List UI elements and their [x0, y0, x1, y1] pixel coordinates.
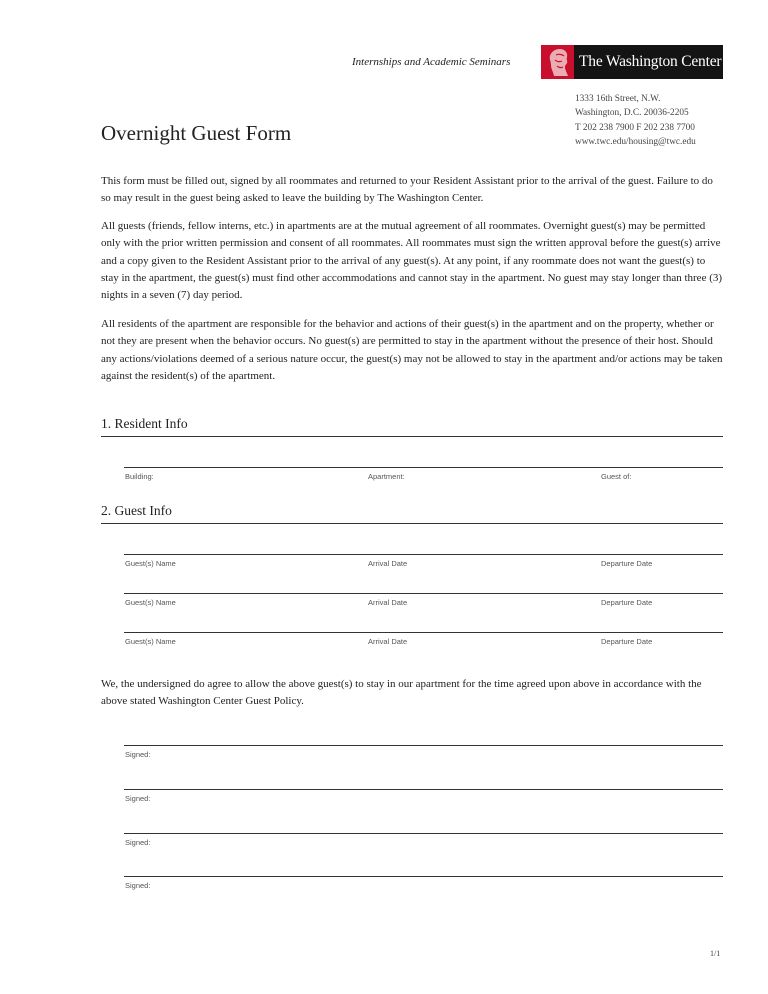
- page-title: Overnight Guest Form: [101, 121, 292, 145]
- arrival-date-label: Arrival Date: [368, 637, 408, 646]
- signed-label: Signed:: [125, 750, 151, 759]
- page-number: 1/1: [710, 949, 721, 958]
- lincoln-profile-icon: [541, 45, 574, 79]
- arrival-date-label: Arrival Date: [368, 598, 408, 607]
- guest-name-label: Guest(s) Name: [125, 598, 176, 607]
- guest-row[interactable]: [124, 593, 723, 608]
- guest-name-label: Guest(s) Name: [125, 637, 176, 646]
- agreement-paragraph: We, the undersigned do agree to allow the above guest(s) to stay in our apartment for the time agreed upon above in accordance with the above stated Washington Center Guest Policy.: [101, 678, 702, 708]
- arrival-date-label: Arrival Date: [368, 559, 408, 568]
- section-guest-info: 2. Guest Info: [101, 503, 723, 524]
- signed-label: Signed:: [125, 794, 151, 803]
- policy-paragraph: All guests (friends, fellow interns, etc.) in apartments are at the mutual agreement of all roommates. Overnight guest(s) may be permitted only with the prior written permission and consent of all roommates. All roommates must sign the written approval before the guest(s) arrive and a copy given to the Resident Assistant prior to the arrival of any guest(s). At any point, if any roommate does not want the guest(s) to stay in the apartment, the guest(s) must find other accommodations and cannot stay in the apartment. No guest may stay longer than three (3) nights in a seven (7) day period.: [101, 220, 723, 302]
- address-line: Washington, D.C. 20036-2205: [575, 107, 689, 118]
- signature-line[interactable]: [124, 789, 723, 804]
- resident-info-row[interactable]: [124, 467, 723, 482]
- departure-date-label: Departure Date: [601, 598, 653, 607]
- guest-name-label: Guest(s) Name: [125, 559, 176, 568]
- signature-line[interactable]: [124, 833, 723, 848]
- logo-text: The Washington Center: [579, 53, 722, 70]
- website-email: www.twc.edu/housing@twc.edu: [575, 136, 696, 147]
- address-line: 1333 16th Street, N.W.: [575, 94, 661, 104]
- logo: [541, 45, 723, 79]
- building-label: Building:: [125, 472, 154, 481]
- signature-line[interactable]: [124, 745, 723, 760]
- phone-fax: T 202 238 7900 F 202 238 7700: [575, 123, 695, 134]
- guest-row[interactable]: [124, 632, 723, 647]
- address-block: [575, 93, 696, 149]
- departure-date-label: Departure Date: [601, 559, 653, 568]
- apartment-label: Apartment:: [368, 472, 405, 481]
- signed-label: Signed:: [125, 838, 151, 847]
- departure-date-label: Departure Date: [601, 637, 653, 646]
- signed-label: Signed:: [125, 881, 151, 890]
- section-resident-info: 1. Resident Info: [101, 416, 723, 437]
- responsibility-paragraph: All residents of the apartment are responsible for the behavior and actions of their guest(s) in the apartment and on the property, whether or not they are present when the behavior occurs. No guest(s) are permitted to stay in the apartment without the presence of their host. Should any actions/violations deemed of a serious nature occur, the guest(s) may not be allowed to stay in the apartment and/or actions may be taken against the resident(s) of the apartment.: [101, 318, 723, 382]
- guest-of-label: Guest of:: [601, 472, 632, 481]
- tagline: Internships and Academic Seminars: [352, 56, 511, 68]
- intro-paragraph: This form must be filled out, signed by all roommates and returned to your Resident Assistant prior to the arrival of the guest. Failure to do so may result in the guest being asked to leave the building by The Washington Center.: [101, 175, 713, 205]
- guest-row[interactable]: [124, 554, 723, 569]
- signature-line[interactable]: [124, 876, 723, 891]
